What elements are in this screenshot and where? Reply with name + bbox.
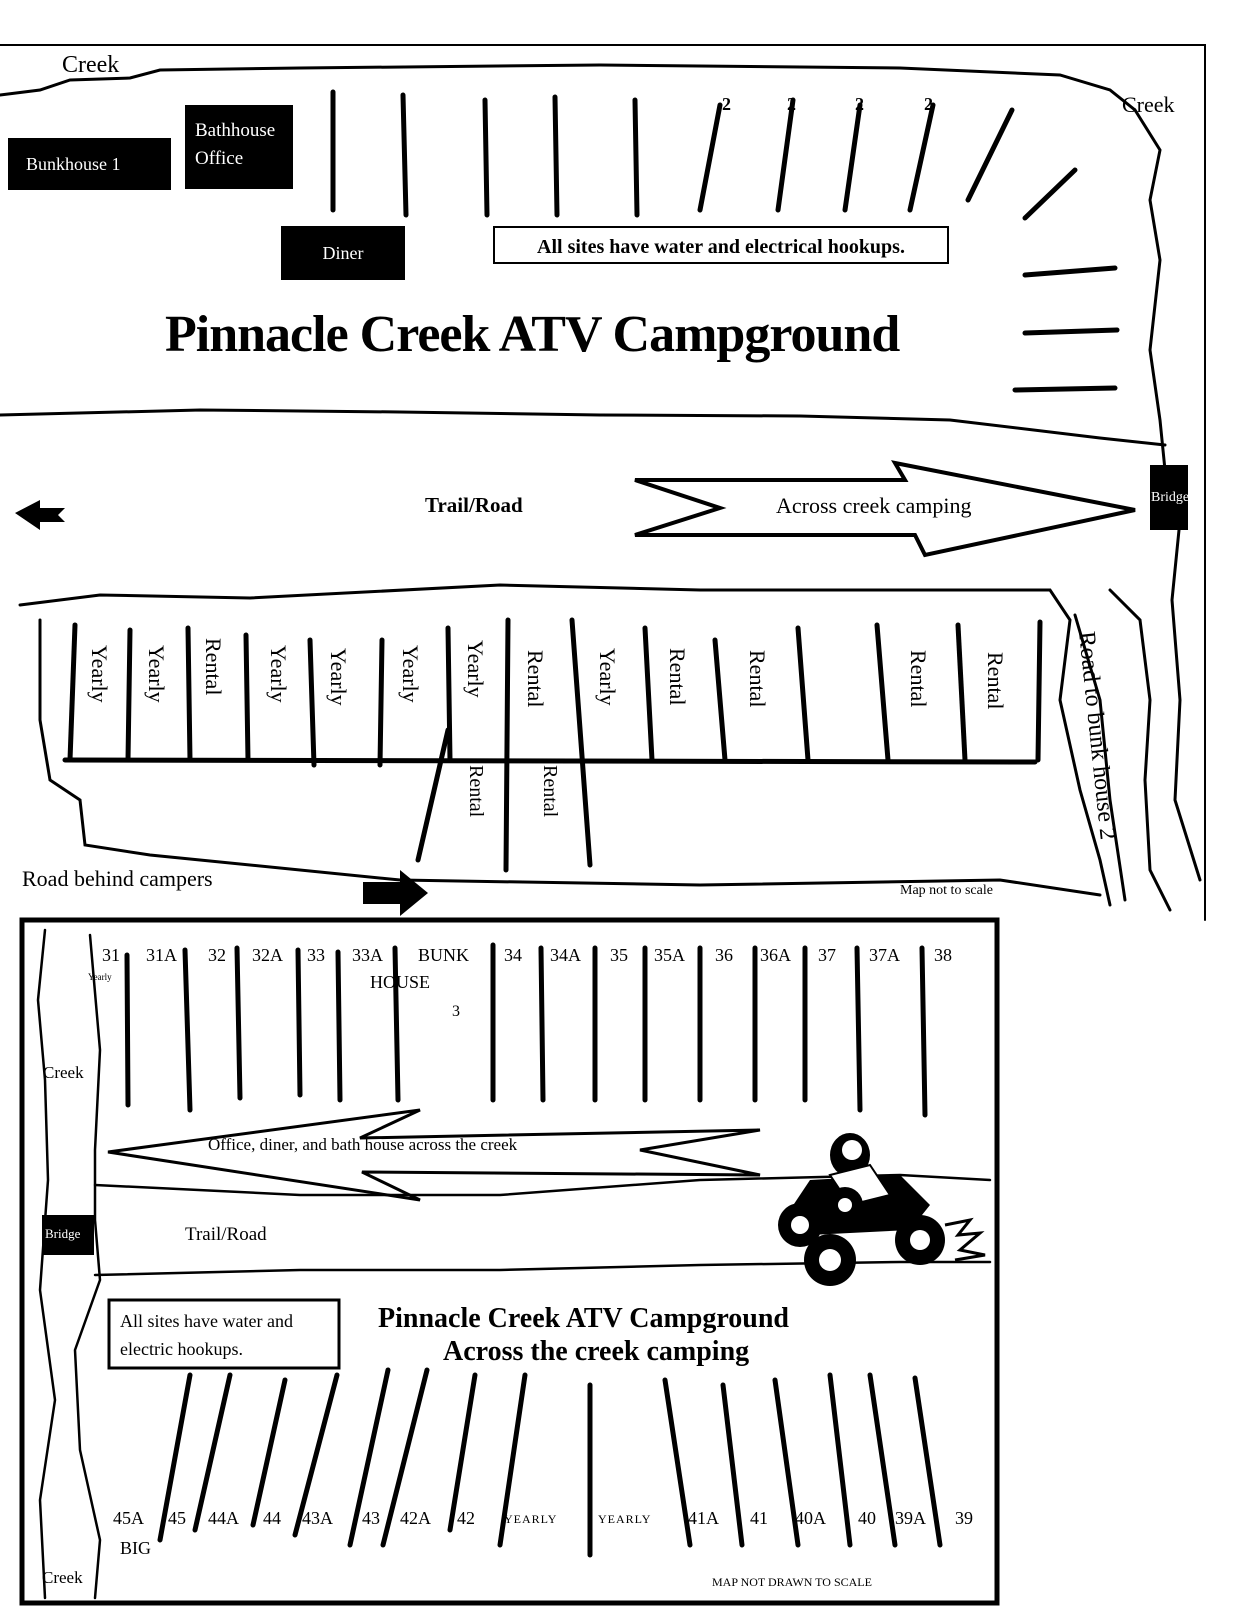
site-number: 34A — [550, 945, 581, 965]
bridge-label: Bridge — [1151, 490, 1190, 505]
site-number: 43A — [302, 1508, 333, 1528]
site-number: BUNK — [418, 945, 470, 965]
site-number: 43 — [362, 1508, 380, 1528]
site-type: Rental — [745, 650, 770, 708]
creek-label: Creek — [1122, 92, 1175, 117]
site-number: 2 — [787, 94, 796, 114]
site-number: 38 — [934, 945, 952, 965]
site-number: 33A — [352, 945, 383, 965]
not-to-scale-note: Map not to scale — [900, 883, 993, 898]
site-type: Rental — [665, 648, 690, 706]
site-type: Rental — [906, 650, 931, 708]
site-number: 41A — [688, 1508, 719, 1528]
site-number: 34 — [504, 945, 522, 965]
office-arrow-label: Office, diner, and bath house across the creek — [208, 1135, 518, 1154]
road-to-bunkhouse-label: Road to bunk house 2 — [1072, 630, 1121, 842]
site-number: 36A — [760, 945, 791, 965]
site-type: Yearly — [266, 645, 291, 703]
map-title: Pinnacle Creek ATV Campground — [378, 1303, 789, 1334]
creek-label: Creek — [43, 1063, 84, 1082]
bunkhouse-number: 3 — [452, 1003, 460, 1020]
site-number: 40A — [795, 1508, 826, 1528]
site-number: 32 — [208, 945, 226, 965]
site-number: YEARLY — [504, 1512, 558, 1526]
bunkhouse-1: Bunkhouse 1 — [8, 138, 171, 190]
site-type: Yearly — [144, 645, 169, 703]
hookup-note: All sites have water and electric hookups. — [120, 1311, 293, 1359]
site-number: 31 — [102, 945, 120, 965]
site-number: 44A — [208, 1508, 239, 1528]
site-number: 31A — [146, 945, 177, 965]
site-number: YEARLY — [598, 1512, 652, 1526]
site-number: 45 — [168, 1508, 186, 1528]
trail-road-label: Trail/Road — [185, 1224, 267, 1245]
site-number: 40 — [858, 1508, 876, 1528]
bathhouse-office: Bathhouse Office — [185, 105, 293, 189]
trail-road-label: Trail/Road — [425, 493, 523, 517]
site-number: 35 — [610, 945, 628, 965]
site-type: Rental — [523, 650, 548, 708]
hookup-note: All sites have water and electrical hookups. — [493, 226, 949, 264]
map-subtitle: Across the creek camping — [443, 1336, 750, 1367]
not-to-scale-note: MAP NOT DRAWN TO SCALE — [712, 1575, 872, 1589]
site-number: 2 — [924, 94, 933, 114]
across-creek-label: Across creek camping — [776, 493, 972, 518]
site-number: 2 — [855, 94, 864, 114]
site-number: 37 — [818, 945, 836, 965]
site-number: 32A — [252, 945, 283, 965]
site-number: 45A — [113, 1508, 144, 1528]
site-type: Rental — [539, 765, 561, 818]
site-type: Yearly — [398, 645, 423, 703]
site-type: Yearly — [87, 645, 112, 703]
site-number: 33 — [307, 945, 325, 965]
creek-label: Creek — [62, 52, 120, 78]
site-type: Yearly — [463, 640, 488, 698]
site-type: Rental — [983, 652, 1008, 710]
site-number: 42A — [400, 1508, 431, 1528]
site-number: 41 — [750, 1508, 768, 1528]
site-type: Rental — [201, 638, 226, 696]
site-number: 36 — [715, 945, 733, 965]
diner: Diner — [281, 226, 405, 280]
yearly-note: Yearly — [88, 972, 112, 982]
creek-label: Creek — [42, 1568, 83, 1587]
site-number: 2 — [722, 94, 731, 114]
road-behind-campers-label: Road behind campers — [22, 866, 213, 891]
site-number: 39 — [955, 1508, 973, 1528]
site-type: Yearly — [326, 648, 351, 706]
site-type: Rental — [465, 765, 487, 818]
page-title: Pinnacle Creek ATV Campground — [165, 306, 900, 363]
site-type: Yearly — [595, 648, 620, 706]
site-number: 35A — [654, 945, 685, 965]
site-number: 44 — [263, 1508, 281, 1528]
big-label: BIG — [120, 1538, 151, 1558]
bridge-label: Bridge — [45, 1226, 81, 1241]
bunkhouse-label: HOUSE — [370, 972, 431, 992]
site-number: 39A — [895, 1508, 926, 1528]
site-number: 37A — [869, 945, 900, 965]
site-number: 42 — [457, 1508, 475, 1528]
